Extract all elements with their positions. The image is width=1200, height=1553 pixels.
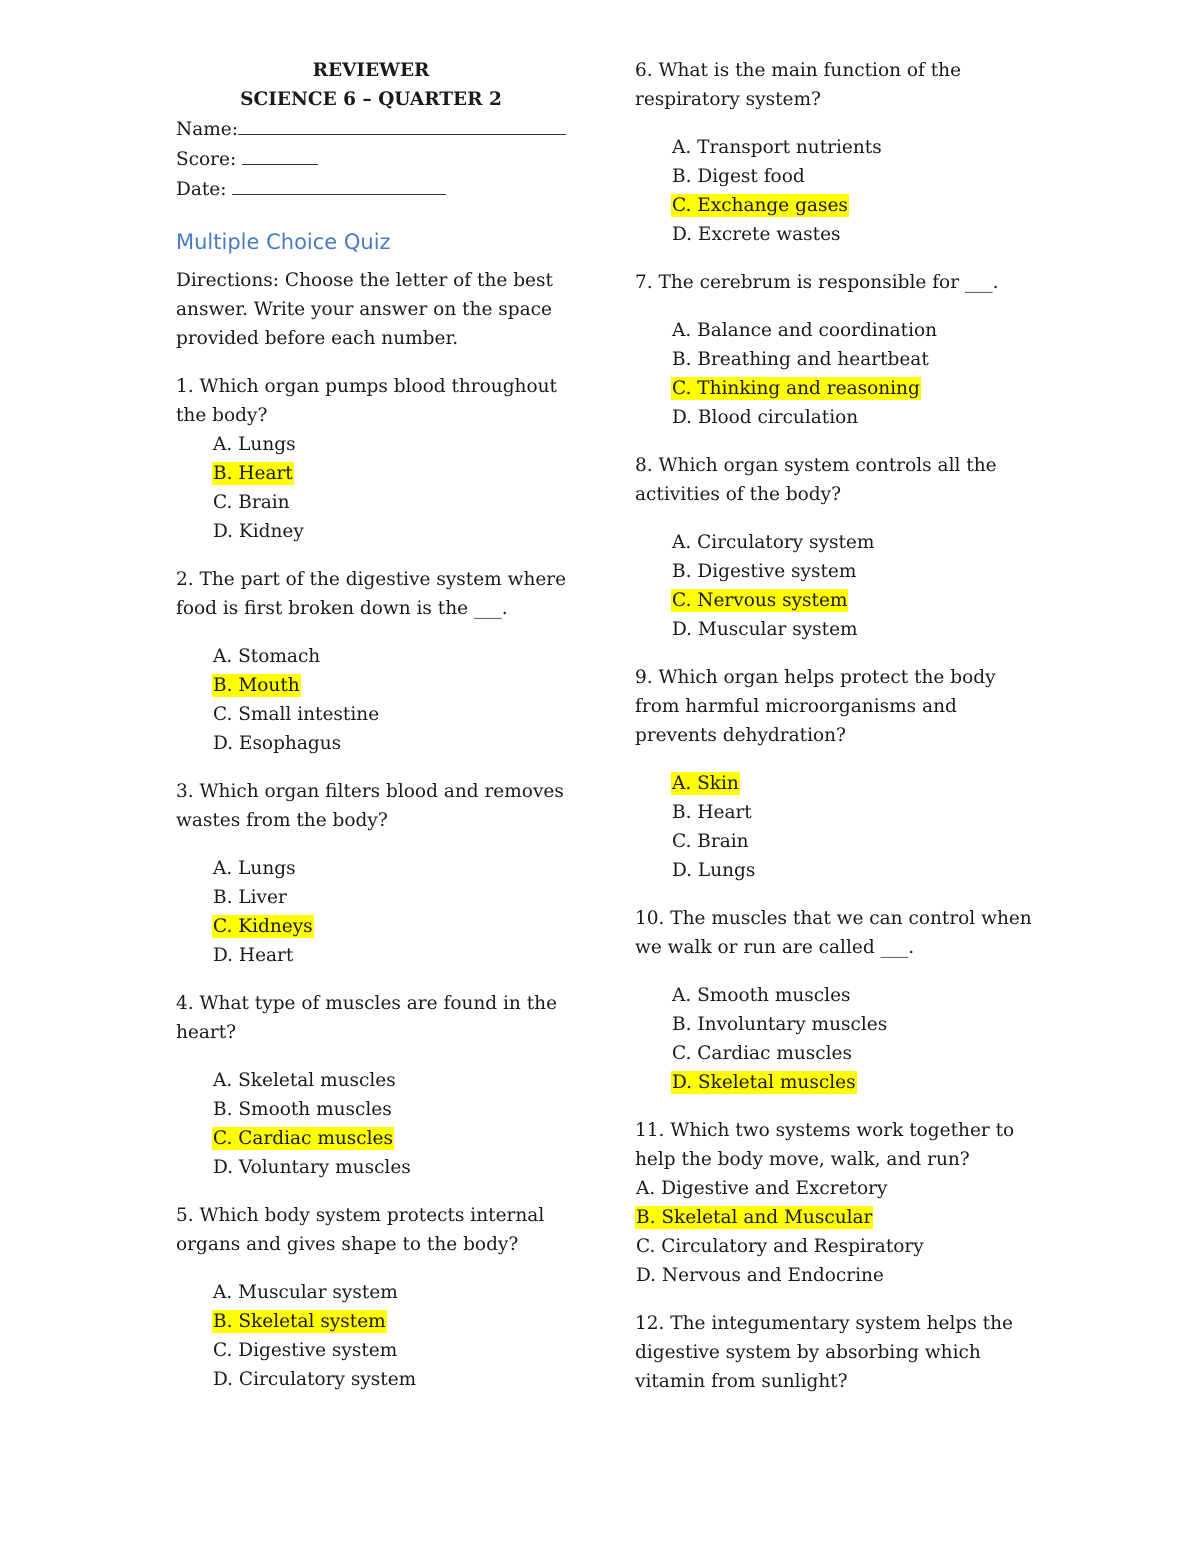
answer-options xyxy=(635,528,1035,644)
option-correct[interactable]: C. Nervous system xyxy=(672,590,848,611)
option[interactable]: A. Digestive and Excretory xyxy=(636,1178,888,1199)
option-correct[interactable]: B. Heart xyxy=(213,463,293,484)
name-blank[interactable] xyxy=(238,114,566,135)
date-label: Date: xyxy=(176,179,227,200)
option[interactable]: C. Brain xyxy=(213,492,290,513)
option[interactable]: B. Involuntary muscles xyxy=(672,1014,888,1035)
option-correct[interactable]: C. Thinking and reasoning xyxy=(672,378,920,399)
option[interactable]: D. Excrete wastes xyxy=(672,224,841,245)
option[interactable]: C. Digestive system xyxy=(213,1340,398,1361)
option[interactable]: D. Heart xyxy=(213,945,294,966)
option[interactable]: D. Circulatory system xyxy=(213,1369,417,1390)
question-text: 2. The part of the digestive system where food is first broken down is the ___. xyxy=(176,569,567,619)
score-blank[interactable] xyxy=(242,144,318,165)
option-correct[interactable]: A. Skin xyxy=(672,773,739,794)
option-correct[interactable]: B. Skeletal and Muscular xyxy=(636,1207,873,1228)
option[interactable]: C. Small intestine xyxy=(213,704,380,725)
directions: Directions: Choose the letter of the best answer. Write your answer on the space provided before each number. xyxy=(176,270,553,349)
option[interactable]: B. Digest food xyxy=(672,166,805,187)
option[interactable]: A. Balance and coordination xyxy=(672,320,938,341)
option-correct[interactable]: B. Skeletal system xyxy=(213,1311,386,1332)
option[interactable]: A. Transport nutrients xyxy=(672,137,882,158)
question-text: 11. Which two systems work together to help the body move, walk, and run? xyxy=(635,1120,1015,1170)
option[interactable]: C. Circulatory and Respiratory xyxy=(636,1236,924,1257)
option[interactable]: A. Smooth muscles xyxy=(672,985,851,1006)
question-text: 12. The integumentary system helps the digestive system by absorbing which vitamin from sunlight? xyxy=(635,1313,1013,1392)
answer-options xyxy=(635,981,1035,1097)
option[interactable]: B. Digestive system xyxy=(672,561,857,582)
question-text: 4. What type of muscles are found in the heart? xyxy=(176,993,558,1043)
option[interactable]: A. Lungs xyxy=(213,434,296,455)
name-field[interactable] xyxy=(176,114,576,144)
answer-options xyxy=(176,1278,576,1394)
option[interactable]: B. Smooth muscles xyxy=(213,1099,392,1120)
option[interactable]: A. Lungs xyxy=(213,858,296,879)
left-column xyxy=(176,56,576,1413)
date-field[interactable] xyxy=(176,174,576,204)
option[interactable]: B. Liver xyxy=(213,887,287,908)
answer-options xyxy=(176,1066,576,1182)
answer-options xyxy=(635,1174,1035,1290)
score-field[interactable] xyxy=(176,144,576,174)
option-correct[interactable]: C. Kidneys xyxy=(213,916,313,937)
option-correct[interactable]: D. Skeletal muscles xyxy=(672,1072,856,1093)
option[interactable]: B. Breathing and heartbeat xyxy=(672,349,929,370)
option[interactable]: D. Voluntary muscles xyxy=(213,1157,411,1178)
option[interactable]: D. Nervous and Endocrine xyxy=(636,1265,884,1286)
question-text: 6. What is the main function of the respiratory system? xyxy=(635,60,962,110)
option-correct[interactable]: C. Cardiac muscles xyxy=(213,1128,393,1149)
answer-options xyxy=(635,133,1035,249)
question-text: 1. Which organ pumps blood throughout the body? xyxy=(176,376,557,426)
right-column xyxy=(635,56,1035,1415)
document-subtitle: SCIENCE 6 – QUARTER 2 xyxy=(240,89,502,110)
option[interactable]: A. Muscular system xyxy=(213,1282,398,1303)
answer-options xyxy=(176,430,576,546)
option[interactable]: A. Stomach xyxy=(213,646,321,667)
option-correct[interactable]: C. Exchange gases xyxy=(672,195,848,216)
option[interactable]: D. Esophagus xyxy=(213,733,342,754)
option[interactable]: D. Muscular system xyxy=(672,619,858,640)
option[interactable]: D. Blood circulation xyxy=(672,407,859,428)
question-text: 8. Which organ system controls all the activities of the body? xyxy=(635,455,997,505)
option[interactable]: A. Skeletal muscles xyxy=(213,1070,396,1091)
answer-options xyxy=(176,854,576,970)
question-text: 9. Which organ helps protect the body from harmful microorganisms and prevents dehydration? xyxy=(635,667,996,746)
question-text: 3. Which organ filters blood and removes wastes from the body? xyxy=(176,781,564,831)
answer-options xyxy=(635,769,1035,885)
question-text: 7. The cerebrum is responsible for ___. xyxy=(635,272,999,293)
option[interactable]: C. Cardiac muscles xyxy=(672,1043,852,1064)
document-title: REVIEWER xyxy=(312,60,430,81)
option[interactable]: A. Circulatory system xyxy=(672,532,875,553)
date-blank[interactable] xyxy=(232,174,446,195)
answer-options xyxy=(635,316,1035,432)
option-correct[interactable]: B. Mouth xyxy=(213,675,300,696)
option[interactable]: D. Lungs xyxy=(672,860,756,881)
option[interactable]: C. Brain xyxy=(672,831,749,852)
option[interactable]: D. Kidney xyxy=(213,521,304,542)
answer-options xyxy=(176,642,576,758)
name-label: Name: xyxy=(176,119,238,140)
quiz-heading: Multiple Choice Quiz xyxy=(176,230,391,254)
question-text: 10. The muscles that we can control when we walk or run are called ___. xyxy=(635,908,1032,958)
score-label: Score: xyxy=(176,149,237,170)
option[interactable]: B. Heart xyxy=(672,802,752,823)
question-text: 5. Which body system protects internal organs and gives shape to the body? xyxy=(176,1205,545,1255)
